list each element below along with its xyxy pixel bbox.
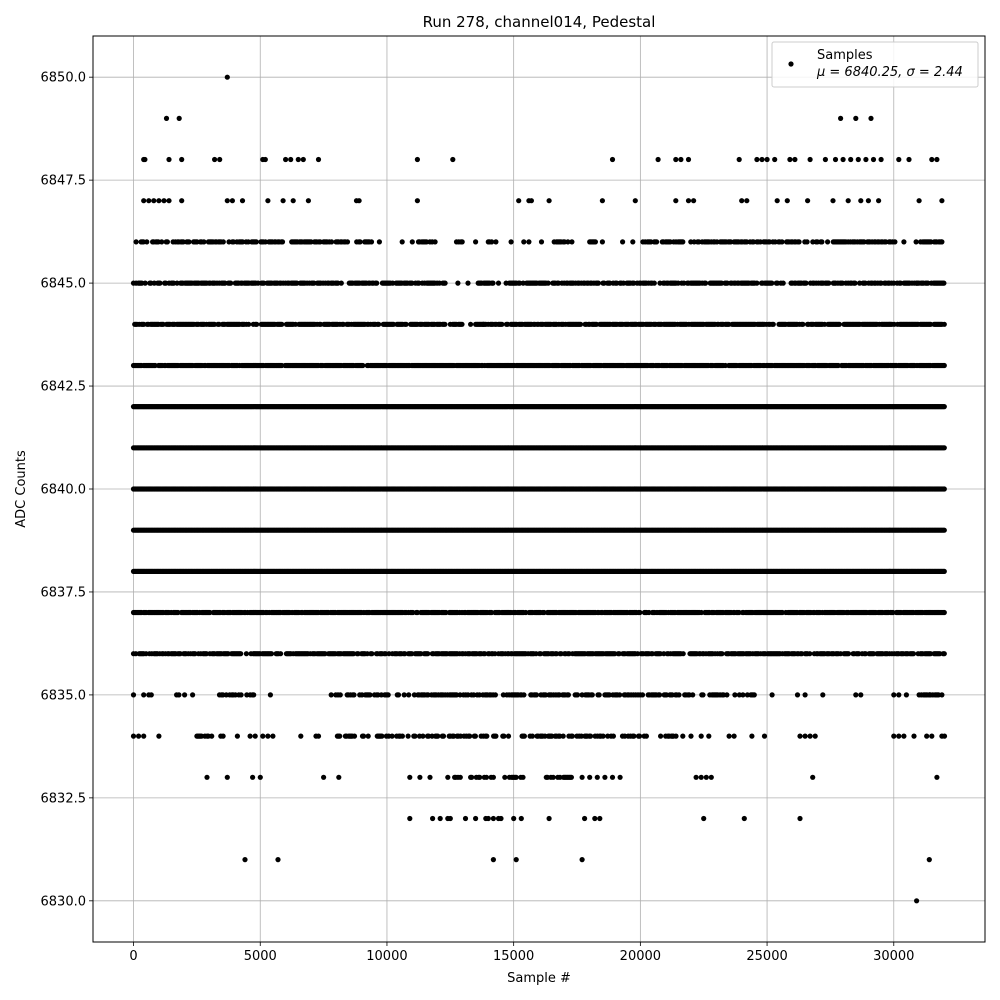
sample-point bbox=[819, 239, 824, 244]
sample-point bbox=[754, 281, 759, 286]
sample-point bbox=[377, 239, 382, 244]
sample-point bbox=[473, 239, 478, 244]
sample-point bbox=[296, 157, 301, 162]
sample-point bbox=[578, 322, 583, 327]
sample-point bbox=[934, 157, 939, 162]
sample-point bbox=[221, 239, 226, 244]
sample-point bbox=[803, 281, 808, 286]
sample-point bbox=[652, 281, 657, 286]
sample-point bbox=[369, 239, 374, 244]
sample-point bbox=[157, 281, 162, 286]
sample-point bbox=[358, 239, 363, 244]
sample-point bbox=[871, 157, 876, 162]
sample-point bbox=[357, 198, 362, 203]
sample-point bbox=[225, 75, 230, 80]
sample-point bbox=[739, 198, 744, 203]
sample-point bbox=[246, 322, 251, 327]
sample-point bbox=[901, 239, 906, 244]
sample-point bbox=[781, 281, 786, 286]
sample-point bbox=[678, 157, 683, 162]
sample-point bbox=[942, 528, 947, 533]
sample-point bbox=[339, 281, 344, 286]
sample-point bbox=[166, 198, 171, 203]
sample-point bbox=[848, 157, 853, 162]
sample-point bbox=[415, 198, 420, 203]
sample-point bbox=[830, 198, 835, 203]
sample-point bbox=[939, 198, 944, 203]
sample-point bbox=[301, 157, 306, 162]
sample-point bbox=[852, 281, 857, 286]
sample-point bbox=[345, 239, 350, 244]
sample-point bbox=[225, 198, 230, 203]
sample-point bbox=[410, 239, 415, 244]
sample-point bbox=[228, 281, 233, 286]
sample-point bbox=[906, 157, 911, 162]
sample-point bbox=[841, 157, 846, 162]
sample-point bbox=[265, 198, 270, 203]
sample-point bbox=[151, 198, 156, 203]
sample-point bbox=[254, 239, 259, 244]
sample-point bbox=[805, 239, 810, 244]
sample-point bbox=[430, 239, 435, 244]
sample-point bbox=[459, 322, 464, 327]
sample-point bbox=[929, 157, 934, 162]
sample-point bbox=[610, 157, 615, 162]
sample-point bbox=[455, 281, 460, 286]
sample-point bbox=[939, 239, 944, 244]
sample-point bbox=[673, 157, 678, 162]
sample-point bbox=[230, 198, 235, 203]
sample-point bbox=[496, 281, 501, 286]
sample-point bbox=[516, 198, 521, 203]
sample-point bbox=[217, 157, 222, 162]
sample-point bbox=[600, 239, 605, 244]
sample-point bbox=[489, 239, 494, 244]
sample-point bbox=[797, 239, 802, 244]
sample-point bbox=[771, 322, 776, 327]
sample-point bbox=[942, 363, 947, 368]
sample-point bbox=[942, 486, 947, 491]
sample-point bbox=[281, 198, 286, 203]
sample-point bbox=[620, 239, 625, 244]
sample-point bbox=[863, 157, 868, 162]
sample-point bbox=[792, 157, 797, 162]
sample-point bbox=[442, 322, 447, 327]
sample-point bbox=[772, 157, 777, 162]
sample-point bbox=[415, 157, 420, 162]
sample-point bbox=[656, 157, 661, 162]
sample-point bbox=[179, 157, 184, 162]
sample-point bbox=[775, 198, 780, 203]
sample-point bbox=[360, 363, 365, 368]
sample-point bbox=[633, 198, 638, 203]
sample-point bbox=[876, 198, 881, 203]
sample-point bbox=[164, 116, 169, 121]
sample-point bbox=[450, 157, 455, 162]
sample-point bbox=[329, 239, 334, 244]
sample-point bbox=[279, 322, 284, 327]
sample-point bbox=[509, 239, 514, 244]
sample-point bbox=[866, 198, 871, 203]
sample-point bbox=[526, 239, 531, 244]
sample-point bbox=[596, 281, 601, 286]
sample-point bbox=[134, 239, 139, 244]
sample-point bbox=[846, 198, 851, 203]
sample-point bbox=[288, 157, 293, 162]
sample-point bbox=[143, 281, 148, 286]
sample-point bbox=[853, 116, 858, 121]
sample-point bbox=[165, 239, 170, 244]
sample-point bbox=[529, 198, 534, 203]
sample-point bbox=[468, 322, 473, 327]
sample-point bbox=[374, 281, 379, 286]
sample-point bbox=[565, 239, 570, 244]
sample-point bbox=[254, 322, 259, 327]
sample-point bbox=[291, 198, 296, 203]
sample-point bbox=[765, 157, 770, 162]
sample-point bbox=[283, 157, 288, 162]
sample-point bbox=[156, 198, 161, 203]
sample-point bbox=[879, 157, 884, 162]
sample-point bbox=[691, 198, 696, 203]
sample-point bbox=[186, 239, 191, 244]
sample-point bbox=[917, 198, 922, 203]
sample-point bbox=[858, 198, 863, 203]
sample-point bbox=[837, 322, 842, 327]
sample-point bbox=[673, 198, 678, 203]
sample-point bbox=[141, 198, 146, 203]
sample-point bbox=[800, 322, 805, 327]
sample-point bbox=[630, 239, 635, 244]
sample-point bbox=[942, 404, 947, 409]
sample-point bbox=[280, 239, 285, 244]
sample-point bbox=[856, 157, 861, 162]
sample-point bbox=[547, 198, 552, 203]
sample-point bbox=[499, 322, 504, 327]
sample-point bbox=[490, 281, 495, 286]
sample-point bbox=[785, 198, 790, 203]
sample-point bbox=[144, 239, 149, 244]
sample-point bbox=[941, 281, 946, 286]
sample-point bbox=[240, 198, 245, 203]
sample-point bbox=[838, 116, 843, 121]
sample-point bbox=[177, 116, 182, 121]
sample-point bbox=[833, 157, 838, 162]
sample-point bbox=[159, 239, 164, 244]
sample-point bbox=[787, 157, 792, 162]
sample-point bbox=[400, 239, 405, 244]
sample-point bbox=[703, 281, 708, 286]
sample-point bbox=[465, 281, 470, 286]
chart-title: Run 278, channel014, Pedestal bbox=[422, 13, 656, 31]
sample-point bbox=[826, 281, 831, 286]
sample-point bbox=[593, 239, 598, 244]
sample-point bbox=[316, 157, 321, 162]
sample-point bbox=[146, 198, 151, 203]
sample-point bbox=[201, 239, 206, 244]
sample-point bbox=[896, 157, 901, 162]
sample-point bbox=[376, 322, 381, 327]
sample-point bbox=[460, 239, 465, 244]
sample-point bbox=[686, 198, 691, 203]
sample-point bbox=[942, 445, 947, 450]
sample-point bbox=[600, 198, 605, 203]
sample-point bbox=[892, 239, 897, 244]
sample-point bbox=[769, 281, 774, 286]
sample-point bbox=[166, 157, 171, 162]
sample-point bbox=[737, 157, 742, 162]
sample-point bbox=[263, 157, 268, 162]
sample-point bbox=[825, 239, 830, 244]
sample-point bbox=[306, 198, 311, 203]
sample-point bbox=[823, 157, 828, 162]
sample-point bbox=[443, 281, 448, 286]
sample-point bbox=[942, 322, 947, 327]
sample-point bbox=[212, 157, 217, 162]
sample-point bbox=[805, 198, 810, 203]
sample-point bbox=[808, 157, 813, 162]
sample-point bbox=[779, 239, 784, 244]
sample-point bbox=[521, 239, 526, 244]
sample-point bbox=[914, 239, 919, 244]
sample-point bbox=[179, 198, 184, 203]
sample-point bbox=[680, 239, 685, 244]
sample-point bbox=[539, 239, 544, 244]
sample-point bbox=[754, 157, 759, 162]
sample-point bbox=[868, 116, 873, 121]
sample-point bbox=[654, 239, 659, 244]
sample-point bbox=[161, 198, 166, 203]
sample-point bbox=[142, 157, 147, 162]
sample-point bbox=[546, 281, 551, 286]
sample-point bbox=[404, 322, 409, 327]
sample-point bbox=[759, 157, 764, 162]
sample-point bbox=[686, 157, 691, 162]
sample-point bbox=[744, 198, 749, 203]
